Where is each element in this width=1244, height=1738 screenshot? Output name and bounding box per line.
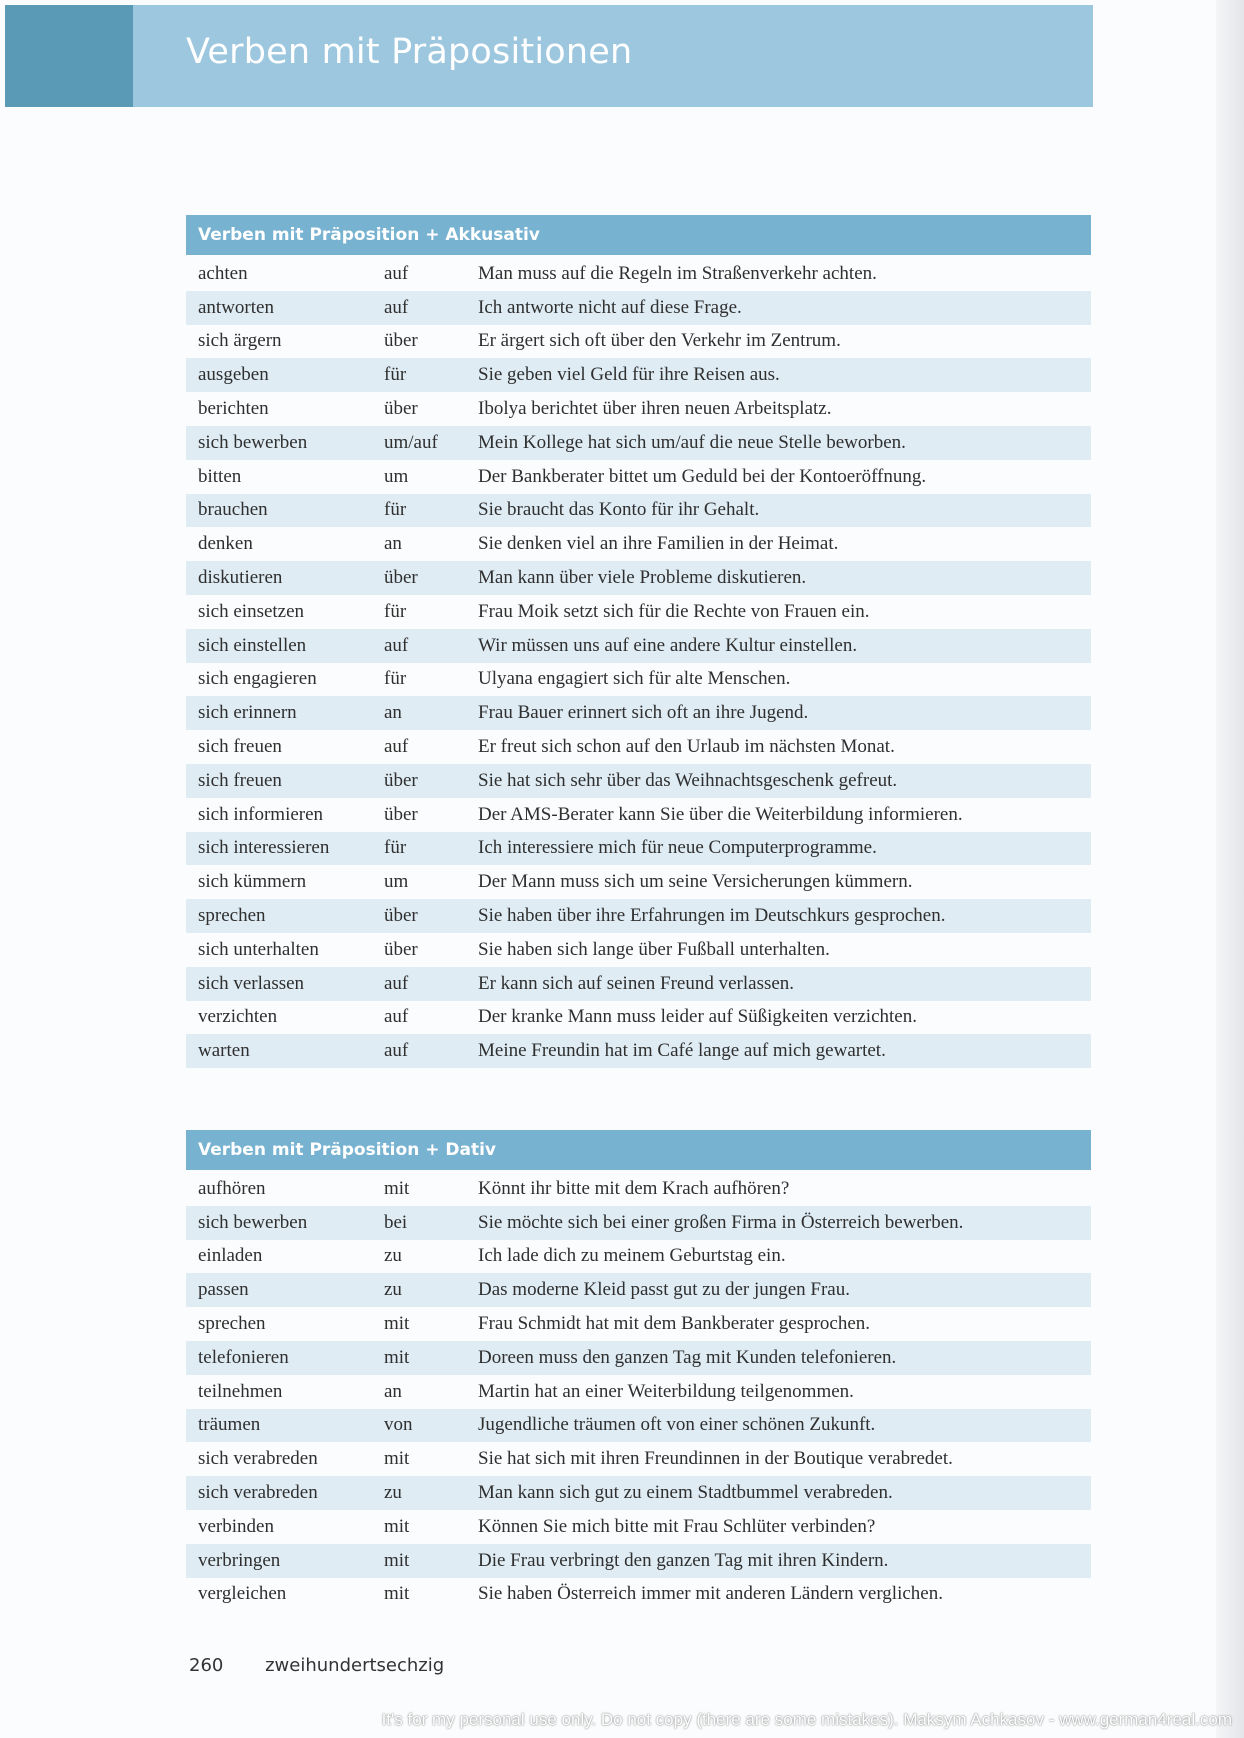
preposition-cell: mit xyxy=(384,1549,410,1571)
table-row xyxy=(186,663,1091,697)
example-cell: Wir müssen uns auf eine andere Kultur einstellen. xyxy=(478,634,858,656)
preposition-cell: an xyxy=(384,1380,402,1402)
example-cell: Der Bankberater bittet um Geduld bei der Kontoeröffnung. xyxy=(478,465,927,487)
table-row xyxy=(186,460,1091,494)
preposition-cell: auf xyxy=(384,296,409,318)
example-cell: Martin hat an einer Weiterbildung teilgenommen. xyxy=(478,1380,854,1402)
example-cell: Meine Freundin hat im Café lange auf mich gewartet. xyxy=(478,1040,886,1062)
verb-cell: diskutieren xyxy=(198,567,283,589)
table-row xyxy=(186,1240,1091,1274)
verb-cell: verzichten xyxy=(198,1006,278,1028)
page-number: 260 xyxy=(189,1655,224,1676)
table-row xyxy=(186,527,1091,561)
example-cell: Er ärgert sich oft über den Verkehr im Zentrum. xyxy=(478,330,841,352)
example-cell: Ich lade dich zu meinem Geburtstag ein. xyxy=(478,1245,786,1267)
verb-cell: sprechen xyxy=(198,905,266,927)
table-row xyxy=(186,832,1091,866)
verb-cell: verbringen xyxy=(198,1549,281,1571)
verb-cell: ausgeben xyxy=(198,364,269,386)
verb-cell: sich verabreden xyxy=(198,1448,318,1470)
preposition-cell: über xyxy=(384,330,418,352)
table-row xyxy=(186,696,1091,730)
example-cell: Sie geben viel Geld für ihre Reisen aus. xyxy=(478,364,780,386)
preposition-cell: bei xyxy=(384,1211,408,1233)
verb-table xyxy=(186,257,1091,1068)
example-cell: Frau Bauer erinnert sich oft an ihre Jugend. xyxy=(478,702,809,724)
verb-cell: sprechen xyxy=(198,1313,266,1335)
example-cell: Der AMS-Berater kann Sie über die Weiterbildung informieren. xyxy=(478,803,963,825)
example-cell: Jugendliche träumen oft von einer schönen Zukunft. xyxy=(478,1414,876,1436)
page-title: Verben mit Präpositionen xyxy=(186,32,633,72)
verb-cell: sich bewerben xyxy=(198,431,308,453)
table-row xyxy=(186,358,1091,392)
example-cell: Sie denken viel an ihre Familien in der Heimat. xyxy=(478,533,839,555)
table-row xyxy=(186,426,1091,460)
preposition-cell: zu xyxy=(384,1245,402,1267)
example-cell: Sie hat sich mit ihren Freundinnen in der Boutique verabredet. xyxy=(478,1448,953,1470)
verb-cell: teilnehmen xyxy=(198,1380,283,1402)
section-heading: Verben mit Präposition + Dativ xyxy=(186,1130,1091,1170)
example-cell: Er kann sich auf seinen Freund verlassen. xyxy=(478,972,795,994)
section-akkusativ xyxy=(186,215,1091,1068)
table-row xyxy=(186,1034,1091,1068)
preposition-cell: für xyxy=(384,668,407,690)
verb-cell: aufhören xyxy=(198,1177,266,1199)
verb-cell: sich unterhalten xyxy=(198,938,319,960)
preposition-cell: auf xyxy=(384,262,409,284)
verb-cell: achten xyxy=(198,262,248,284)
example-cell: Sie hat sich sehr über das Weihnachtsgeschenk gefreut. xyxy=(478,769,898,791)
preposition-cell: auf xyxy=(384,1006,409,1028)
preposition-cell: über xyxy=(384,803,418,825)
preposition-cell: um xyxy=(384,465,409,487)
verb-cell: sich erinnern xyxy=(198,702,297,724)
preposition-cell: über xyxy=(384,398,418,420)
preposition-cell: mit xyxy=(384,1583,410,1605)
preposition-cell: an xyxy=(384,702,402,724)
verb-cell: bitten xyxy=(198,465,242,487)
verb-cell: verbinden xyxy=(198,1515,274,1537)
table-row xyxy=(186,1476,1091,1510)
example-cell: Sie haben über ihre Erfahrungen im Deutschkurs gesprochen. xyxy=(478,905,946,927)
preposition-cell: mit xyxy=(384,1346,410,1368)
example-cell: Man kann sich gut zu einem Stadtbummel verabreden. xyxy=(478,1482,893,1504)
verb-cell: sich verlassen xyxy=(198,972,305,994)
table-row xyxy=(186,899,1091,933)
table-row xyxy=(186,1578,1091,1612)
table-row xyxy=(186,967,1091,1001)
table-row xyxy=(186,291,1091,325)
verb-cell: einladen xyxy=(198,1245,263,1267)
table-row xyxy=(186,730,1091,764)
preposition-cell: über xyxy=(384,567,418,589)
verb-table xyxy=(186,1172,1091,1611)
table-row xyxy=(186,561,1091,595)
example-cell: Sie haben sich lange über Fußball unterhalten. xyxy=(478,938,830,960)
preposition-cell: mit xyxy=(384,1177,410,1199)
table-row xyxy=(186,257,1091,291)
verb-cell: vergleichen xyxy=(198,1583,287,1605)
preposition-cell: um/auf xyxy=(384,431,438,453)
example-cell: Frau Moik setzt sich für die Rechte von Frauen ein. xyxy=(478,600,870,622)
verb-cell: sich einsetzen xyxy=(198,600,305,622)
preposition-cell: für xyxy=(384,837,407,859)
preposition-cell: für xyxy=(384,600,407,622)
example-cell: Ulyana engagiert sich für alte Menschen. xyxy=(478,668,791,690)
verb-cell: berichten xyxy=(198,398,269,420)
table-row xyxy=(186,1442,1091,1476)
preposition-cell: auf xyxy=(384,972,409,994)
table-row xyxy=(186,1341,1091,1375)
verb-cell: antworten xyxy=(198,296,274,318)
watermark: It's for my personal use only. Do not copy (there are some mistakes). Maksym Achkasov - www.german4real.com xyxy=(381,1710,1232,1729)
header-accent-block xyxy=(5,5,133,107)
example-cell: Die Frau verbringt den ganzen Tag mit ihren Kindern. xyxy=(478,1549,889,1571)
example-cell: Ich antworte nicht auf diese Frage. xyxy=(478,296,742,318)
page-edge-shadow xyxy=(1216,0,1244,1738)
example-cell: Ibolya berichtet über ihren neuen Arbeitsplatz. xyxy=(478,398,832,420)
example-cell: Sie haben Österreich immer mit anderen Ländern verglichen. xyxy=(478,1583,943,1605)
example-cell: Sie möchte sich bei einer großen Firma in Österreich bewerben. xyxy=(478,1211,964,1233)
table-row xyxy=(186,629,1091,663)
preposition-cell: über xyxy=(384,905,418,927)
preposition-cell: über xyxy=(384,769,418,791)
verb-cell: träumen xyxy=(198,1414,261,1436)
verb-cell: sich ärgern xyxy=(198,330,282,352)
preposition-cell: auf xyxy=(384,1040,409,1062)
table-row xyxy=(186,865,1091,899)
example-cell: Der kranke Mann muss leider auf Süßigkeiten verzichten. xyxy=(478,1006,917,1028)
table-row xyxy=(186,1544,1091,1578)
verb-cell: sich einstellen xyxy=(198,634,307,656)
preposition-cell: mit xyxy=(384,1313,410,1335)
example-cell: Ich interessiere mich für neue Computerprogramme. xyxy=(478,837,877,859)
table-row xyxy=(186,764,1091,798)
table-row xyxy=(186,325,1091,359)
verb-cell: sich bewerben xyxy=(198,1211,308,1233)
preposition-cell: an xyxy=(384,533,402,555)
example-cell: Mein Kollege hat sich um/auf die neue Stelle beworben. xyxy=(478,431,906,453)
verb-cell: sich verabreden xyxy=(198,1482,318,1504)
preposition-cell: um xyxy=(384,871,409,893)
preposition-cell: von xyxy=(384,1414,413,1436)
verb-cell: sich kümmern xyxy=(198,871,307,893)
example-cell: Der Mann muss sich um seine Versicherungen kümmern. xyxy=(478,871,913,893)
table-row xyxy=(186,1307,1091,1341)
preposition-cell: zu xyxy=(384,1279,402,1301)
example-cell: Das moderne Kleid passt gut zu der jungen Frau. xyxy=(478,1279,850,1301)
verb-cell: sich informieren xyxy=(198,803,324,825)
example-cell: Man kann über viele Probleme diskutieren. xyxy=(478,567,807,589)
preposition-cell: auf xyxy=(384,736,409,758)
section-heading: Verben mit Präposition + Akkusativ xyxy=(186,215,1091,255)
preposition-cell: mit xyxy=(384,1448,410,1470)
verb-cell: passen xyxy=(198,1279,249,1301)
example-cell: Man muss auf die Regeln im Straßenverkehr achten. xyxy=(478,262,877,284)
table-row xyxy=(186,1001,1091,1035)
verb-cell: denken xyxy=(198,533,253,555)
table-row xyxy=(186,933,1091,967)
verb-cell: sich freuen xyxy=(198,769,282,791)
example-cell: Er freut sich schon auf den Urlaub im nächsten Monat. xyxy=(478,736,895,758)
table-row xyxy=(186,392,1091,426)
table-row xyxy=(186,595,1091,629)
preposition-cell: über xyxy=(384,938,418,960)
table-row xyxy=(186,494,1091,528)
example-cell: Doreen muss den ganzen Tag mit Kunden telefonieren. xyxy=(478,1346,897,1368)
verb-cell: sich freuen xyxy=(198,736,282,758)
page-number-words: zweihundertsechzig xyxy=(265,1655,445,1676)
preposition-cell: für xyxy=(384,499,407,521)
table-row xyxy=(186,1172,1091,1206)
example-cell: Sie braucht das Konto für ihr Gehalt. xyxy=(478,499,760,521)
preposition-cell: für xyxy=(384,364,407,386)
example-cell: Frau Schmidt hat mit dem Bankberater gesprochen. xyxy=(478,1313,871,1335)
table-row xyxy=(186,1273,1091,1307)
example-cell: Könnt ihr bitte mit dem Krach aufhören? xyxy=(478,1177,790,1199)
verb-cell: sich interessieren xyxy=(198,837,330,859)
table-row xyxy=(186,1510,1091,1544)
preposition-cell: mit xyxy=(384,1515,410,1537)
table-row xyxy=(186,798,1091,832)
table-row xyxy=(186,1375,1091,1409)
preposition-cell: auf xyxy=(384,634,409,656)
table-row xyxy=(186,1409,1091,1443)
table-row xyxy=(186,1206,1091,1240)
verb-cell: telefonieren xyxy=(198,1346,289,1368)
example-cell: Können Sie mich bitte mit Frau Schlüter verbinden? xyxy=(478,1515,876,1537)
preposition-cell: zu xyxy=(384,1482,402,1504)
verb-cell: sich engagieren xyxy=(198,668,317,690)
page-footer xyxy=(189,1655,444,1676)
verb-cell: warten xyxy=(198,1040,250,1062)
verb-cell: brauchen xyxy=(198,499,268,521)
section-dativ xyxy=(186,1130,1091,1611)
